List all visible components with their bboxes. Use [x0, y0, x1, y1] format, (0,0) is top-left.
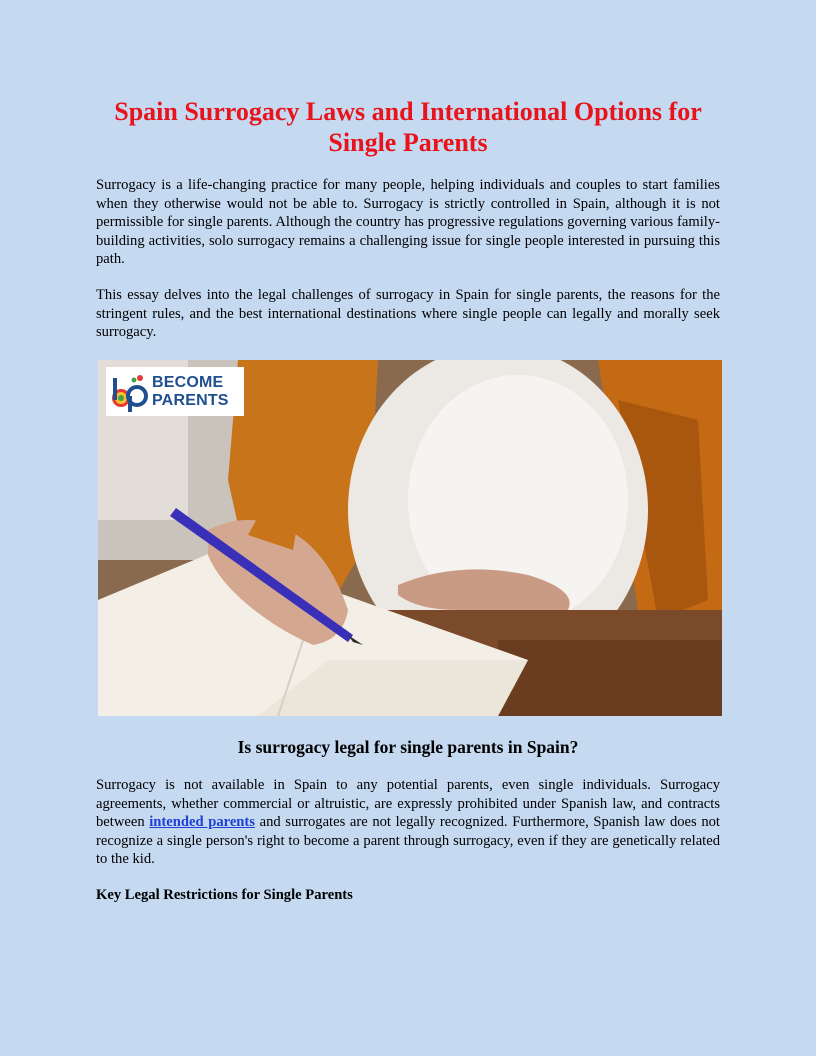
hero-image [98, 360, 722, 716]
key-restrictions-subheading: Key Legal Restrictions for Single Parents [96, 887, 353, 903]
essay-paragraph: This essay delves into the legal challenges of surrogacy in Spain for single parents, the reasons for the stringent rules, and the best international destinations where single people can legally and morally seek surrogacy. [96, 287, 720, 341]
paragraph-text-before-link: Surrogacy is not available in Spain to any potential parents, even single individuals. Surrogacy agreements, whether commercial or altruistic, are expressly prohibited under Spanish law, and contracts between [96, 777, 720, 831]
document-title: Spain Surrogacy Laws and International Options for Single Parents [114, 97, 702, 157]
intended-parents-link[interactable]: intended parents [149, 814, 255, 831]
become-parents-logo [106, 367, 244, 416]
paragraph-text-after-link: and surrogates are not legally recognized. Furthermore, Spanish law does not recognize a single person's right to become a parent through surrogacy, even if they are genetically related to the kid. [96, 814, 720, 868]
logo-text-line2: PARENTS [152, 391, 229, 409]
logo-text-line1: BECOME [152, 373, 224, 391]
intro-paragraph: Surrogacy is a life-changing practice for many people, helping individuals and couples to start families when they otherwise would not be able to. Surrogacy is strictly controlled in Spain, although it is not permissible for single parents. Although the country has progressive regulations governing various family-building activities, solo surrogacy remains a challenging issue for single people interested in pursuing this path. [96, 177, 720, 268]
section-heading: Is surrogacy legal for single parents in Spain? [237, 737, 579, 757]
section-paragraph [96, 776, 720, 869]
bp-logo-icon [110, 372, 148, 412]
